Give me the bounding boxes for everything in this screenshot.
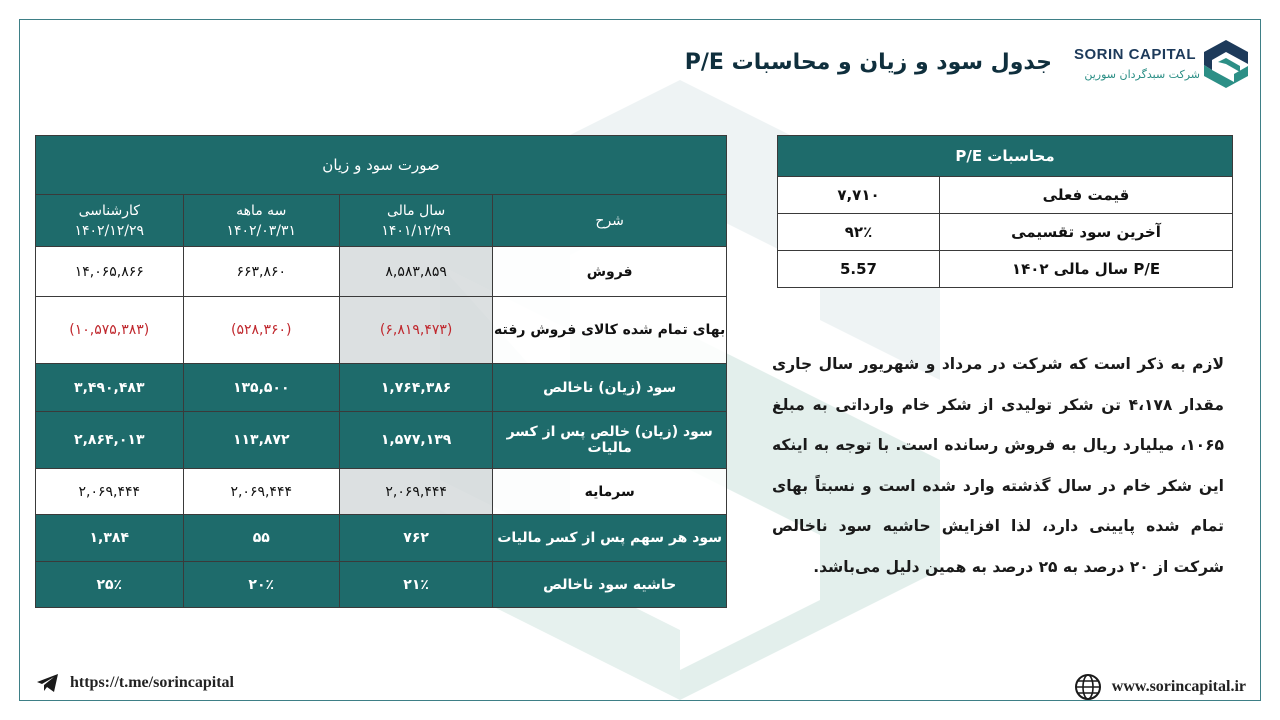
website-link[interactable]: [1074, 673, 1246, 701]
column-header: شرح: [493, 195, 727, 247]
pe-table-header: محاسبات P/E: [778, 136, 1233, 177]
website-url[interactable]: www.sorincapital.ir: [1111, 678, 1246, 695]
table-row: سرمایه ۲,۰۶۹,۴۴۴ ۲,۰۶۹,۴۴۴ ۲,۰۶۹,۴۴۴: [36, 469, 727, 515]
table-row: سود هر سهم پس از کسر مالیات ۷۶۲ ۵۵ ۱,۳۸۴: [36, 515, 727, 562]
page-title: جدول سود و زیان و محاسبات P/E: [684, 50, 1052, 75]
brand-name-fa: شرکت سبدگردان سورین: [1084, 68, 1200, 81]
table-row: آخرین سود تقسیمی ۹۲٪: [778, 214, 1233, 251]
brand-logo: [1070, 40, 1250, 92]
column-header: کارشناسی ۱۴۰۲/۱۲/۲۹: [36, 195, 184, 247]
analysis-paragraph: لازم به ذکر است که شرکت در مرداد و شهریور سال جاری مقدار ۴،۱۷۸ تن شکر تولیدی از شکر خام وارداتی به مبلغ ۱۰۶۵، میلیارد ریال به فروش رسانده است. با توجه به اینکه این شکر خام در سال گذشته وارد شده است و نسبتاً بهای تمام شده پایینی دارد، لذا افزایش حاشیه سود ناخالص شرکت از ۲۰ درصد به ۲۵ درصد به همین دلیل می‌باشد.: [772, 355, 1224, 576]
brand-name-en: SORIN CAPITAL: [1074, 46, 1197, 63]
telegram-icon: [36, 673, 60, 693]
globe-icon: [1074, 673, 1102, 701]
table-row: سود (زیان) خالص پس از کسر مالیات ۱,۵۷۷,۱۳۹ ۱۱۳,۸۷۲ ۲,۸۶۴,۰۱۳: [36, 412, 727, 469]
table-caption: صورت سود و زیان: [36, 136, 727, 195]
telegram-link[interactable]: [36, 673, 234, 693]
table-row: فروش ۸,۵۸۳,۸۵۹ ۶۶۳,۸۶۰ ۱۴,۰۶۵,۸۶۶: [36, 247, 727, 297]
table-row: بهای تمام شده کالای فروش رفته (۶,۸۱۹,۴۷۳) (۵۲۸,۳۶۰) (۱۰,۵۷۵,۳۸۳): [36, 297, 727, 364]
telegram-url[interactable]: https://t.me/sorincapital: [70, 674, 234, 691]
table-row: قیمت فعلی ۷,۷۱۰: [778, 177, 1233, 214]
table-row: حاشیه سود ناخالص ۲۱٪ ۲۰٪ ۲۵٪: [36, 562, 727, 608]
table-row: P/E سال مالی ۱۴۰۲ 5.57: [778, 251, 1233, 288]
income-statement-table: [35, 135, 727, 608]
column-header: سه ماهه ۱۴۰۲/۰۳/۳۱: [183, 195, 339, 247]
sorin-logo-icon: [1204, 40, 1248, 88]
column-header: سال مالی ۱۴۰۱/۱۲/۲۹: [339, 195, 492, 247]
table-row: سود (زیان) ناخالص ۱,۷۶۴,۳۸۶ ۱۳۵,۵۰۰ ۳,۴۹۰,۴۸۳: [36, 364, 727, 412]
pe-table: [777, 135, 1233, 288]
